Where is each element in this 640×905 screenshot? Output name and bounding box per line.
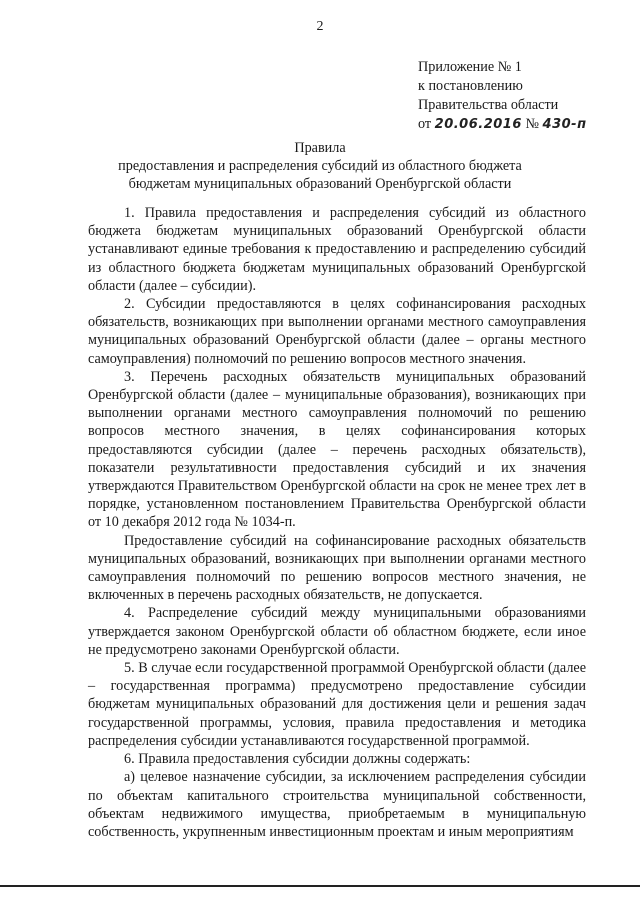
paragraph: Предоставление субсидий на софинансирование расходных обязательств муниципальных образований, возникающих при выполнении органами местного самоуправления полномочий по решению вопросов местного значения, не включенных в перечень расходных обязательств, не допускается. bbox=[88, 532, 586, 604]
paragraph: 2. Субсидии предоставляются в целях софинансирования расходных обязательств, возникающих при выполнении органами местного самоуправления муниципальных образований Оренбургской области (далее – органы местного самоуправления) полномочий по решению вопросов местного значения. bbox=[88, 296, 586, 367]
paragraph: 6. Правила предоставления субсидии должны содержать: bbox=[124, 751, 471, 768]
annex-block bbox=[418, 58, 628, 134]
title-heading: Правила bbox=[294, 140, 346, 156]
title-line: предоставления и распределения субсидий из областного бюджета bbox=[118, 158, 522, 174]
paragraph: 3. Перечень расходных обязательств муниципальных образований Оренбургской области (далее – муниципальные образования), возникающих при выполнении органами местного самоуправления полномочий по решению вопросов местного значения, в целях софинансирования которых предоставляются субсидии (далее – перечень расходных обязательств), показатели результативности предоставления субсидий и их значения утверждаются Правительством Оренбургской области на срок не менее трех лет в порядке, установленном постановлением Правительства Оренбургской области от 10 декабря 2012 года № 1034-п. bbox=[88, 368, 586, 531]
annex-date-line bbox=[418, 115, 628, 134]
document-body bbox=[88, 204, 586, 841]
paragraph: а) целевое назначение субсидии, за исключением распределения субсидии по объектам капитального строительства муниципальной собственности, объектам недвижимого имущества, приобретаемым в муниципальную собственность, укрупненным инвестиционным проектам и иным мероприятиям bbox=[88, 769, 586, 840]
date-prefix: от bbox=[418, 116, 432, 132]
handwritten-number: 430-п bbox=[542, 117, 587, 132]
paragraph: 5. В случае если государственной программой Оренбургской области (далее – государственная программа) предусмотрено предоставление субсидии бюджетам муниципальных образований для достижения цели и решения задач государственной программы, условия, правила предоставления и методика распределения субсидии устанавливаются государственной программой. bbox=[88, 660, 586, 749]
annex-line: Правительства области bbox=[418, 97, 559, 113]
title-line: бюджетам муниципальных образований Оренбургской области bbox=[128, 176, 512, 192]
number-prefix: № bbox=[525, 116, 539, 132]
document-title bbox=[0, 139, 640, 193]
bottom-rule bbox=[0, 885, 640, 887]
handwritten-date: 20.06.2016 bbox=[434, 117, 522, 132]
page-number: 2 bbox=[316, 19, 324, 34]
annex-line: к постановлению bbox=[418, 78, 523, 94]
paragraph: 1. Правила предоставления и распределения субсидий из областного бюджета бюджетам муниципальных образований Оренбургской области устанавливают единые требования к предоставлению и распределению субсидий из областного бюджета бюджетам муниципальных образований Оренбургской области (далее – субсидии). bbox=[88, 205, 586, 294]
annex-line: Приложение № 1 bbox=[418, 59, 522, 75]
paragraph: 4. Распределение субсидий между муниципальными образованиями утверждается законом Оренбургской области об областном бюджете, если иное не предусмотрено законами Оренбургской области. bbox=[88, 605, 586, 658]
